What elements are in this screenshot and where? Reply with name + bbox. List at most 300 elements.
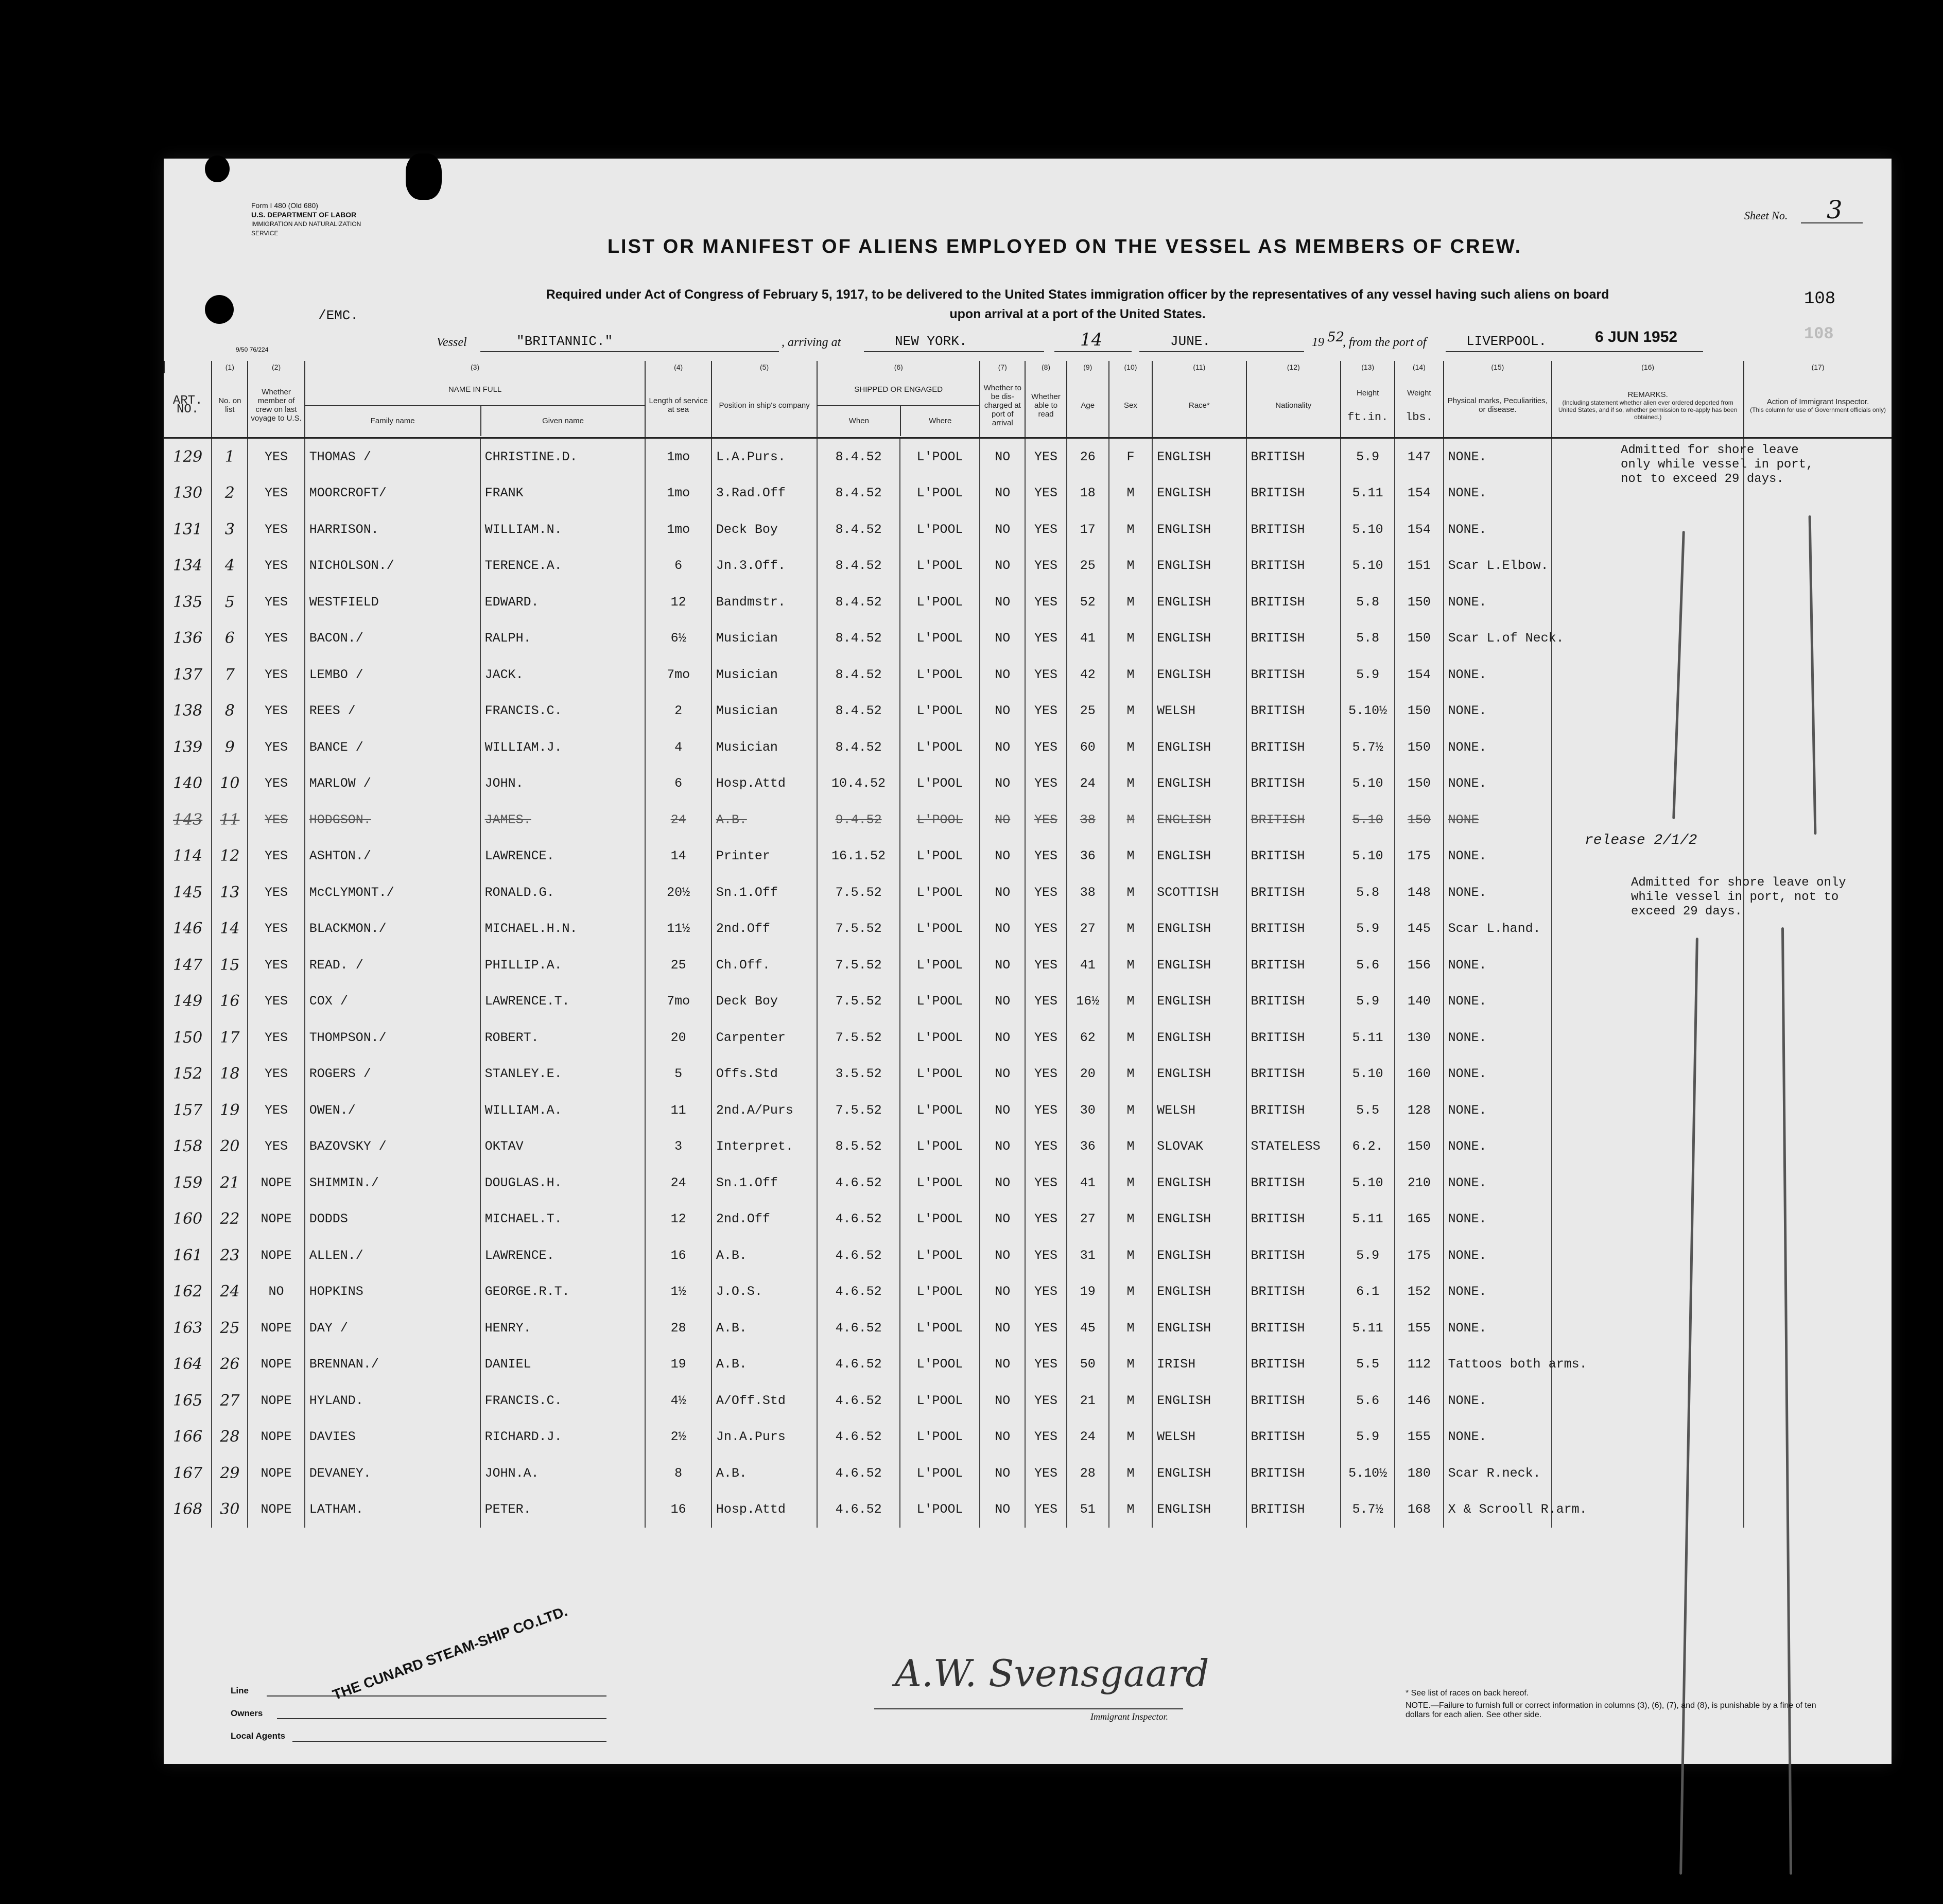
- cell-service: 12: [645, 1201, 711, 1238]
- cell-no-on-list: 9: [212, 729, 248, 766]
- cell-physical-marks: Scar R.neck.: [1444, 1455, 1552, 1492]
- cell-weight: 154: [1395, 475, 1443, 512]
- table-row: [164, 1455, 1892, 1492]
- cell-sex: M: [1109, 1455, 1152, 1492]
- cell-service: 14: [645, 838, 711, 875]
- cell-nationality: BRITISH: [1246, 838, 1341, 875]
- cell-no-on-list: 20: [212, 1129, 248, 1165]
- cell-race: ENGLISH: [1152, 1310, 1246, 1346]
- cell-art-no: 140: [172, 774, 203, 793]
- cell-read: YES: [1025, 693, 1066, 730]
- cell-position: Deck Boy: [712, 511, 818, 548]
- cell-position: A/Off.Std: [712, 1382, 818, 1419]
- header-sex: Sex: [1109, 373, 1152, 438]
- cell-where: L'POOL: [900, 620, 980, 657]
- cell-read: YES: [1025, 1310, 1066, 1346]
- cell-family-name: COX /: [305, 983, 480, 1020]
- cell-age: 24: [1067, 1419, 1109, 1456]
- table-row: [164, 1419, 1892, 1456]
- cell-position: Deck Boy: [712, 983, 818, 1020]
- cell-height: 5.10: [1341, 838, 1395, 875]
- punch-hole: [205, 295, 234, 324]
- header-name-title: NAME IN FULL: [305, 374, 645, 406]
- cell-position: Sn.1.Off: [712, 1165, 818, 1201]
- cell-service: 16: [645, 1237, 711, 1274]
- cell-age: 20: [1067, 1056, 1109, 1093]
- received-stamp: 6 JUN 1952: [1595, 328, 1678, 345]
- cell-physical-marks: NONE.: [1444, 1237, 1552, 1274]
- cell-read: YES: [1025, 1419, 1066, 1456]
- cell-race: ENGLISH: [1152, 1455, 1246, 1492]
- cell-no-on-list: 24: [212, 1274, 248, 1310]
- cell-position: Musician: [712, 693, 818, 730]
- cell-given-name: LAWRENCE.: [480, 838, 646, 875]
- arriving-label: , arriving at: [782, 336, 841, 349]
- col-num: (7): [980, 361, 1025, 373]
- cell-race: ENGLISH: [1152, 1237, 1246, 1274]
- cell-race: ENGLISH: [1152, 620, 1246, 657]
- sheet-number-line: [1801, 196, 1863, 224]
- cell-where: L'POOL: [900, 1382, 980, 1419]
- cell-weight: 130: [1395, 1019, 1443, 1056]
- cell-race: ENGLISH: [1152, 438, 1246, 475]
- cell-given-name: RONALD.G.: [480, 874, 646, 911]
- cell-action: [1744, 1092, 1892, 1129]
- cell-no-on-list: 5: [212, 584, 248, 620]
- cell-age: 38: [1067, 802, 1109, 838]
- cell-nationality: BRITISH: [1246, 766, 1341, 802]
- cell-where: L'POOL: [900, 438, 980, 475]
- cell-weight: 150: [1395, 620, 1443, 657]
- cell-discharged: NO: [980, 475, 1025, 512]
- cell-art-no: 149: [172, 992, 203, 1011]
- col-num: (2): [248, 361, 304, 373]
- cell-remarks: [1552, 1056, 1744, 1093]
- cell-weight: 154: [1395, 656, 1443, 693]
- cell-physical-marks: NONE.: [1444, 1201, 1552, 1238]
- cell-nationality: STATELESS: [1246, 1129, 1341, 1165]
- cell-age: 19: [1067, 1274, 1109, 1310]
- cell-race: ENGLISH: [1152, 475, 1246, 512]
- cell-position: A.B.: [712, 1346, 818, 1383]
- header-remarks: [1552, 373, 1744, 438]
- cell-weight: 128: [1395, 1092, 1443, 1129]
- cell-position: Hosp.Attd: [712, 1492, 818, 1528]
- cell-read: YES: [1025, 620, 1066, 657]
- cell-where: L'POOL: [900, 511, 980, 548]
- cell-member: YES: [248, 1092, 304, 1129]
- cell-weight: 180: [1395, 1455, 1443, 1492]
- cell-service: 1½: [645, 1274, 711, 1310]
- cell-physical-marks: NONE.: [1444, 656, 1552, 693]
- cell-action: [1744, 1274, 1892, 1310]
- cell-no-on-list: 26: [212, 1346, 248, 1383]
- table-row: [164, 1092, 1892, 1129]
- penalty-note: NOTE.—Failure to furnish full or correct information in columns (3), (6), (7), and (8), is punishable by a fine of ten dollars for each alien. See other side.: [1406, 1701, 1816, 1719]
- cell-action: [1744, 1129, 1892, 1165]
- cell-no-on-list: 3: [212, 511, 248, 548]
- cell-race: ENGLISH: [1152, 802, 1246, 838]
- cell-position: Offs.Std: [712, 1056, 818, 1093]
- cell-where: L'POOL: [900, 1237, 980, 1274]
- cell-action: [1744, 548, 1892, 584]
- cell-discharged: NO: [980, 1056, 1025, 1093]
- cell-service: 2: [645, 693, 711, 730]
- cell-service: 11½: [645, 911, 711, 947]
- cell-physical-marks: NONE.: [1444, 1019, 1552, 1056]
- inspector-signature: A.W. Svensgaard: [895, 1652, 1209, 1695]
- cell-sex: M: [1109, 1274, 1152, 1310]
- cell-art-no: 134: [172, 557, 203, 575]
- cell-member: NOPE: [248, 1382, 304, 1419]
- col-num: (13): [1341, 361, 1395, 373]
- cell-read: YES: [1025, 766, 1066, 802]
- vessel-name: "BRITANNIC.": [516, 334, 613, 349]
- cell-member: NOPE: [248, 1310, 304, 1346]
- cell-where: L'POOL: [900, 1274, 980, 1310]
- cell-weight: 146: [1395, 1382, 1443, 1419]
- cell-family-name: DODDS: [305, 1201, 480, 1238]
- cell-when: 4.6.52: [817, 1382, 899, 1419]
- cell-discharged: NO: [980, 438, 1025, 475]
- cell-given-name: MICHAEL.T.: [480, 1201, 646, 1238]
- cell-height: 5.9: [1341, 438, 1395, 475]
- cell-sex: M: [1109, 1237, 1152, 1274]
- cell-age: 41: [1067, 620, 1109, 657]
- cell-when: 7.5.52: [817, 874, 899, 911]
- cell-member: YES: [248, 620, 304, 657]
- cell-when: 7.5.52: [817, 983, 899, 1020]
- cell-age: 21: [1067, 1382, 1109, 1419]
- cell-height: 6.2.: [1341, 1129, 1395, 1165]
- cell-weight: 150: [1395, 802, 1443, 838]
- line-label: Line: [231, 1686, 249, 1695]
- cell-sex: M: [1109, 1129, 1152, 1165]
- cell-no-on-list: 27: [212, 1382, 248, 1419]
- cell-discharged: NO: [980, 1310, 1025, 1346]
- cell-sex: M: [1109, 1165, 1152, 1201]
- cell-where: L'POOL: [900, 656, 980, 693]
- cell-physical-marks: NONE.: [1444, 511, 1552, 548]
- cell-physical-marks: NONE.: [1444, 438, 1552, 475]
- cell-nationality: BRITISH: [1246, 1092, 1341, 1129]
- cell-remarks: [1552, 1274, 1744, 1310]
- cell-action: [1744, 1310, 1892, 1346]
- cell-family-name: HODGSON.: [305, 802, 480, 838]
- cell-weight: 175: [1395, 838, 1443, 875]
- cell-action: [1744, 584, 1892, 620]
- cell-when: 7.5.52: [817, 1092, 899, 1129]
- cell-when: 4.6.52: [817, 1237, 899, 1274]
- print-code: 9/50 76/224: [236, 346, 269, 353]
- cell-family-name: ALLEN./: [305, 1237, 480, 1274]
- cell-action: [1744, 729, 1892, 766]
- cell-physical-marks: NONE.: [1444, 1274, 1552, 1310]
- cell-position: A.B.: [712, 1237, 818, 1274]
- col-num: [164, 361, 212, 373]
- cell-art-no: 162: [172, 1283, 203, 1301]
- cell-discharged: NO: [980, 1455, 1025, 1492]
- cell-remarks: [1552, 729, 1744, 766]
- cell-weight: 155: [1395, 1310, 1443, 1346]
- year-suffix: 52: [1327, 330, 1345, 345]
- cell-discharged: NO: [980, 1237, 1025, 1274]
- cell-given-name: RALPH.: [480, 620, 646, 657]
- cell-age: 38: [1067, 874, 1109, 911]
- col-num: (10): [1109, 361, 1152, 373]
- cell-race: ENGLISH: [1152, 1056, 1246, 1093]
- cell-service: 6: [645, 548, 711, 584]
- cell-height: 5.9: [1341, 656, 1395, 693]
- cell-art-no: 165: [172, 1391, 203, 1410]
- cell-member: YES: [248, 548, 304, 584]
- header-shipped-engaged: [817, 373, 980, 438]
- cell-action: [1744, 766, 1892, 802]
- cell-position: 2nd.Off: [712, 911, 818, 947]
- cell-family-name: REES /: [305, 693, 480, 730]
- cell-race: ENGLISH: [1152, 1019, 1246, 1056]
- cell-race: ENGLISH: [1152, 584, 1246, 620]
- cell-given-name: JOHN.A.: [480, 1455, 646, 1492]
- cell-position: Musician: [712, 729, 818, 766]
- cell-nationality: BRITISH: [1246, 475, 1341, 512]
- cell-art-no: 131: [172, 520, 203, 539]
- cell-nationality: BRITISH: [1246, 1310, 1341, 1346]
- cell-remarks: [1552, 947, 1744, 983]
- cell-discharged: NO: [980, 1165, 1025, 1201]
- cell-height: 5.10: [1341, 1165, 1395, 1201]
- cell-service: 6½: [645, 620, 711, 657]
- cell-sex: M: [1109, 1201, 1152, 1238]
- cell-physical-marks: NONE.: [1444, 475, 1552, 512]
- cell-age: 36: [1067, 838, 1109, 875]
- col-num: (14): [1395, 361, 1443, 373]
- cell-family-name: BAZOVSKY /: [305, 1129, 480, 1165]
- cell-given-name: WILLIAM.J.: [480, 729, 646, 766]
- cell-height: 5.6: [1341, 1382, 1395, 1419]
- col-num: (6): [817, 361, 980, 373]
- cell-remarks: [1552, 1382, 1744, 1419]
- cell-where: L'POOL: [900, 1056, 980, 1093]
- header-member-last-voyage: Whether member of crew on last voyage to U.S.: [248, 373, 304, 438]
- header-nationality: Nationality: [1246, 373, 1341, 438]
- cell-nationality: BRITISH: [1246, 1492, 1341, 1528]
- cell-discharged: NO: [980, 511, 1025, 548]
- cell-physical-marks: NONE.: [1444, 1056, 1552, 1093]
- cell-position: 2nd.Off: [712, 1201, 818, 1238]
- cell-when: 10.4.52: [817, 766, 899, 802]
- cell-discharged: NO: [980, 766, 1025, 802]
- cell-race: ENGLISH: [1152, 656, 1246, 693]
- cell-nationality: BRITISH: [1246, 693, 1341, 730]
- cell-when: 4.6.52: [817, 1492, 899, 1528]
- cell-when: 4.6.52: [817, 1274, 899, 1310]
- cell-read: YES: [1025, 1382, 1066, 1419]
- table-row: [164, 983, 1892, 1020]
- cell-weight: 112: [1395, 1346, 1443, 1383]
- cell-discharged: NO: [980, 1419, 1025, 1456]
- cell-when: 7.5.52: [817, 947, 899, 983]
- cell-nationality: BRITISH: [1246, 620, 1341, 657]
- cell-member: NOPE: [248, 1492, 304, 1528]
- crew-table: [164, 361, 1892, 1528]
- cell-art-no: 135: [172, 593, 203, 611]
- cell-member: YES: [248, 1129, 304, 1165]
- table-row: [164, 656, 1892, 693]
- cell-read: YES: [1025, 548, 1066, 584]
- cell-member: NO: [248, 1274, 304, 1310]
- header-remarks-note: (Including statement whether alien ever ordered deported from United States, and if so, whether permission to re-apply has been obtained.): [1558, 399, 1738, 421]
- cell-given-name: EDWARD.: [480, 584, 646, 620]
- cell-weight: 156: [1395, 947, 1443, 983]
- cell-remarks: [1552, 1165, 1744, 1201]
- punch-hole: [406, 153, 442, 200]
- cell-service: 1mo: [645, 438, 711, 475]
- cell-discharged: NO: [980, 584, 1025, 620]
- cell-physical-marks: Tattoos both arms.: [1444, 1346, 1552, 1383]
- cell-family-name: THOMPSON./: [305, 1019, 480, 1056]
- header-position: Position in ship's company: [712, 373, 818, 438]
- form-header: [251, 201, 385, 238]
- cell-family-name: DEVANEY.: [305, 1455, 480, 1492]
- cell-remarks: [1552, 693, 1744, 730]
- cell-art-no: 164: [172, 1355, 203, 1374]
- cell-weight: 160: [1395, 1056, 1443, 1093]
- cell-age: 45: [1067, 1310, 1109, 1346]
- col-num: (4): [645, 361, 711, 373]
- cell-member: YES: [248, 874, 304, 911]
- cell-family-name: BLACKMON./: [305, 911, 480, 947]
- cell-given-name: STANLEY.E.: [480, 1056, 646, 1093]
- cell-physical-marks: NONE: [1444, 802, 1552, 838]
- table-row: [164, 729, 1892, 766]
- cell-discharged: NO: [980, 911, 1025, 947]
- cell-physical-marks: NONE.: [1444, 838, 1552, 875]
- cell-read: YES: [1025, 1346, 1066, 1383]
- cell-race: ENGLISH: [1152, 1382, 1246, 1419]
- cell-when: 4.6.52: [817, 1310, 899, 1346]
- owners-label: Owners: [231, 1708, 263, 1718]
- cell-height: 5.8: [1341, 620, 1395, 657]
- cell-art-no: 167: [172, 1464, 203, 1482]
- cell-when: 4.6.52: [817, 1201, 899, 1238]
- cell-art-no: 163: [172, 1319, 203, 1337]
- cell-no-on-list: 19: [212, 1092, 248, 1129]
- cell-given-name: GEORGE.R.T.: [480, 1274, 646, 1310]
- cell-no-on-list: 18: [212, 1056, 248, 1093]
- cell-member: NOPE: [248, 1165, 304, 1201]
- cell-discharged: NO: [980, 729, 1025, 766]
- cell-no-on-list: 10: [212, 766, 248, 802]
- col-num: (12): [1246, 361, 1341, 373]
- cell-sex: M: [1109, 1092, 1152, 1129]
- cell-weight: 165: [1395, 1201, 1443, 1238]
- table-row: [164, 1237, 1892, 1274]
- cell-position: L.A.Purs.: [712, 438, 818, 475]
- cell-height: 5.10: [1341, 548, 1395, 584]
- cell-physical-marks: NONE.: [1444, 584, 1552, 620]
- crew-table-wrap: [164, 361, 1892, 1528]
- cell-sex: M: [1109, 983, 1152, 1020]
- cell-sex: M: [1109, 693, 1152, 730]
- cell-position: 2nd.A/Purs: [712, 1092, 818, 1129]
- cell-remarks: [1552, 1092, 1744, 1129]
- cell-where: L'POOL: [900, 983, 980, 1020]
- cell-service: 8: [645, 1455, 711, 1492]
- cell-physical-marks: NONE.: [1444, 693, 1552, 730]
- header-race: Race*: [1152, 373, 1246, 438]
- cell-weight: 168: [1395, 1492, 1443, 1528]
- cell-read: YES: [1025, 1056, 1066, 1093]
- cell-race: ENGLISH: [1152, 511, 1246, 548]
- cell-position: 3.Rad.Off: [712, 475, 818, 512]
- cell-race: ENGLISH: [1152, 548, 1246, 584]
- cell-weight: 154: [1395, 511, 1443, 548]
- cell-family-name: ASHTON./: [305, 838, 480, 875]
- cell-height: 5.11: [1341, 1019, 1395, 1056]
- table-row: [164, 511, 1892, 548]
- cell-sex: M: [1109, 1382, 1152, 1419]
- cell-family-name: BACON./: [305, 620, 480, 657]
- cell-member: NOPE: [248, 1455, 304, 1492]
- page-title: LIST OR MANIFEST OF ALIENS EMPLOYED ON THE VESSEL AS MEMBERS OF CREW.: [607, 236, 1522, 257]
- col-num: (15): [1444, 361, 1552, 373]
- cell-physical-marks: Scar L.Elbow.: [1444, 548, 1552, 584]
- cell-member: YES: [248, 1019, 304, 1056]
- cell-family-name: DAVIES: [305, 1419, 480, 1456]
- cell-family-name: WESTFIELD: [305, 584, 480, 620]
- cell-action: [1744, 1419, 1892, 1456]
- table-row: [164, 1382, 1892, 1419]
- cell-service: 12: [645, 584, 711, 620]
- cell-art-no: 145: [172, 883, 203, 902]
- cell-remarks: [1552, 1129, 1744, 1165]
- cell-when: 8.4.52: [817, 584, 899, 620]
- cell-age: 60: [1067, 729, 1109, 766]
- cell-sex: M: [1109, 1419, 1152, 1456]
- cell-weight: 150: [1395, 766, 1443, 802]
- cell-when: 8.4.52: [817, 548, 899, 584]
- header-art-no: [164, 373, 212, 438]
- cell-family-name: SHIMMIN./: [305, 1165, 480, 1201]
- cell-when: 8.4.52: [817, 729, 899, 766]
- cell-art-no: 157: [172, 1101, 203, 1119]
- cell-member: YES: [248, 475, 304, 512]
- cell-read: YES: [1025, 1237, 1066, 1274]
- cell-race: IRISH: [1152, 1346, 1246, 1383]
- cell-read: YES: [1025, 729, 1066, 766]
- cell-service: 4: [645, 729, 711, 766]
- cell-position: A.B.: [712, 1455, 818, 1492]
- cell-art-no: 139: [172, 738, 203, 756]
- cell-remarks: [1552, 766, 1744, 802]
- header-height-label: Height: [1356, 389, 1379, 397]
- cell-race: ENGLISH: [1152, 1274, 1246, 1310]
- cell-race: ENGLISH: [1152, 1492, 1246, 1528]
- cell-read: YES: [1025, 511, 1066, 548]
- cell-no-on-list: 1: [212, 438, 248, 475]
- col-num: (5): [712, 361, 818, 373]
- cell-read: YES: [1025, 1129, 1066, 1165]
- cell-service: 24: [645, 802, 711, 838]
- cell-remarks: [1552, 1310, 1744, 1346]
- cell-discharged: NO: [980, 802, 1025, 838]
- cell-weight: 150: [1395, 584, 1443, 620]
- cell-no-on-list: 13: [212, 874, 248, 911]
- cell-physical-marks: NONE.: [1444, 729, 1552, 766]
- cell-family-name: READ. /: [305, 947, 480, 983]
- cell-member: NOPE: [248, 1237, 304, 1274]
